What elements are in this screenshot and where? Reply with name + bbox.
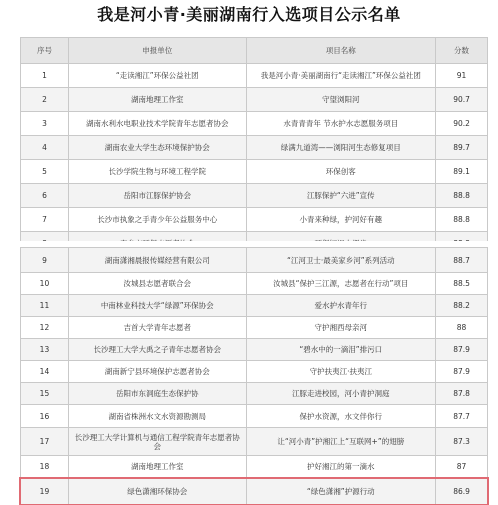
cell-proj: 环保创客 [247, 160, 437, 183]
cell-proj: 守望浏阳河 [247, 88, 437, 111]
cell-idx: 4 [21, 136, 69, 159]
table-row [20, 478, 488, 505]
cell-proj: 水青青青年 节水护水志愿服务项目 [247, 112, 437, 135]
cell-idx: 18 [21, 456, 69, 477]
cell-proj: 小青来种绿，护河好有趣 [247, 208, 437, 231]
table-row [20, 64, 488, 88]
cell-proj: 我是河小青·美丽湖南行“走读湘江”环保公益社团 [247, 64, 437, 87]
cell-idx: 5 [21, 160, 69, 183]
cell-score: 88.8 [436, 184, 488, 207]
table-row [20, 112, 488, 136]
table-row [20, 383, 488, 405]
cell-proj: 让“河小青”护湘江上“互联网+”的翅膀 [247, 428, 437, 455]
cell-score: 87 [436, 456, 488, 477]
cell-proj: 保护水资源，水文伴你行 [247, 405, 437, 427]
table-row [20, 248, 488, 273]
cell-proj: 护好湘江的第一滴水 [247, 456, 437, 477]
cell-unit: 长沙市执象之手青少年公益服务中心 [69, 208, 247, 231]
cell-score: 90.7 [436, 88, 488, 111]
cell-score: 86.9 [436, 478, 488, 504]
cell-proj: 汝城县“保护三江源，志愿者在行动”项目 [247, 273, 437, 294]
table-row [20, 361, 488, 383]
header-proj: 项目名称 [247, 38, 437, 63]
cell-idx: 2 [21, 88, 69, 111]
cell-unit: 绿色潇湘环保协会 [69, 478, 247, 504]
cell-unit: 湖南水利水电职业技术学院青年志愿者协会 [69, 112, 247, 135]
cell-proj: 守护湘西母亲河 [247, 317, 437, 338]
cell-unit: 岳阳市江豚保护协会 [69, 184, 247, 207]
cell-unit: 湖南省株洲水文水资源勘测局 [69, 405, 247, 427]
cell-proj: 江豚保护“六进”宣传 [247, 184, 437, 207]
cell-score: 87.9 [436, 361, 488, 382]
cell-score: 87.8 [436, 383, 488, 404]
cell-idx: 15 [21, 383, 69, 404]
table-row [20, 208, 488, 232]
cell-proj: “绿色潇湘”护源行动 [247, 478, 437, 504]
cell-score: 88.5 [436, 273, 488, 294]
cell-idx: 6 [21, 184, 69, 207]
cell-score: 87.3 [436, 428, 488, 455]
cell-idx: 1 [21, 64, 69, 87]
cell-unit: 湖南潇湘晨报传媒经营有限公司 [69, 248, 247, 272]
cell-score: 88.2 [436, 295, 488, 316]
cell-unit: 长沙学院生物与环境工程学院 [69, 160, 247, 183]
header-unit: 申报单位 [69, 38, 247, 63]
cell-score: 89.1 [436, 160, 488, 183]
table-row [20, 88, 488, 112]
cell-idx: 17 [21, 428, 69, 455]
cell-idx: 11 [21, 295, 69, 316]
cell-unit: 吉首大学青年志愿者 [69, 317, 247, 338]
cell-proj: 江豚走进校园，河小青护洞庭 [247, 383, 437, 404]
cell-idx: 16 [21, 405, 69, 427]
table-row [20, 136, 488, 160]
table-row [20, 339, 488, 361]
cell-unit: 湖南地理工作室 [69, 456, 247, 477]
cell-idx: 3 [21, 112, 69, 135]
table-row [20, 428, 488, 456]
cell-unit: 湖南新宁县环境保护志愿者协会 [69, 361, 247, 382]
cell-proj: “碧水中的一滴泪”排污口 [247, 339, 437, 360]
table-row [20, 317, 488, 339]
cell-idx: 10 [21, 273, 69, 294]
cell-proj: “江河卫士·最美家乡河”系列活动 [247, 248, 437, 272]
table-row [20, 405, 488, 428]
cell-proj: 守护扶夷江·扶夷江 [247, 361, 437, 382]
table-top-section [20, 37, 488, 256]
cell-proj: 绿满九道湾——浏阳河生态修复项目 [247, 136, 437, 159]
cell-unit: 长沙理工大学计算机与通信工程学院青年志愿者协会 [69, 428, 247, 455]
cell-idx: 14 [21, 361, 69, 382]
cell-unit: 长沙理工大学大禹之子青年志愿者协会 [69, 339, 247, 360]
cell-unit: 汝城县志愿者联合会 [69, 273, 247, 294]
table-row [20, 273, 488, 295]
cell-unit: 岳阳市东洞庭生态保护协 [69, 383, 247, 404]
cell-unit: 湖南地理工作室 [69, 88, 247, 111]
cell-idx: 13 [21, 339, 69, 360]
cell-idx: 12 [21, 317, 69, 338]
table-bottom-section [20, 247, 488, 505]
cell-score: 88 [436, 317, 488, 338]
cell-idx: 7 [21, 208, 69, 231]
cell-score: 87.7 [436, 405, 488, 427]
table-header-row [20, 38, 488, 64]
cell-score: 89.7 [436, 136, 488, 159]
table-row [20, 295, 488, 317]
cell-score: 90.2 [436, 112, 488, 135]
cell-unit: “走读湘江”环保公益社团 [69, 64, 247, 87]
header-score: 分数 [436, 38, 488, 63]
cell-score: 87.9 [436, 339, 488, 360]
table-row [20, 160, 488, 184]
table-row [20, 184, 488, 208]
cell-score: 91 [436, 64, 488, 87]
header-idx: 序号 [21, 38, 69, 63]
cell-unit: 中南林业科技大学“绿源”环保协会 [69, 295, 247, 316]
cell-unit: 湖南农业大学生态环境保护协会 [69, 136, 247, 159]
cell-idx: 9 [21, 248, 69, 272]
cell-idx: 19 [21, 478, 69, 504]
table-row [20, 456, 488, 478]
cell-score: 88.8 [436, 208, 488, 231]
page-title: 我是河小青·美丽湖南行入选项目公示名单 [97, 5, 401, 24]
cell-score: 88.7 [436, 248, 488, 272]
cell-proj: 爱水护水青年行 [247, 295, 437, 316]
